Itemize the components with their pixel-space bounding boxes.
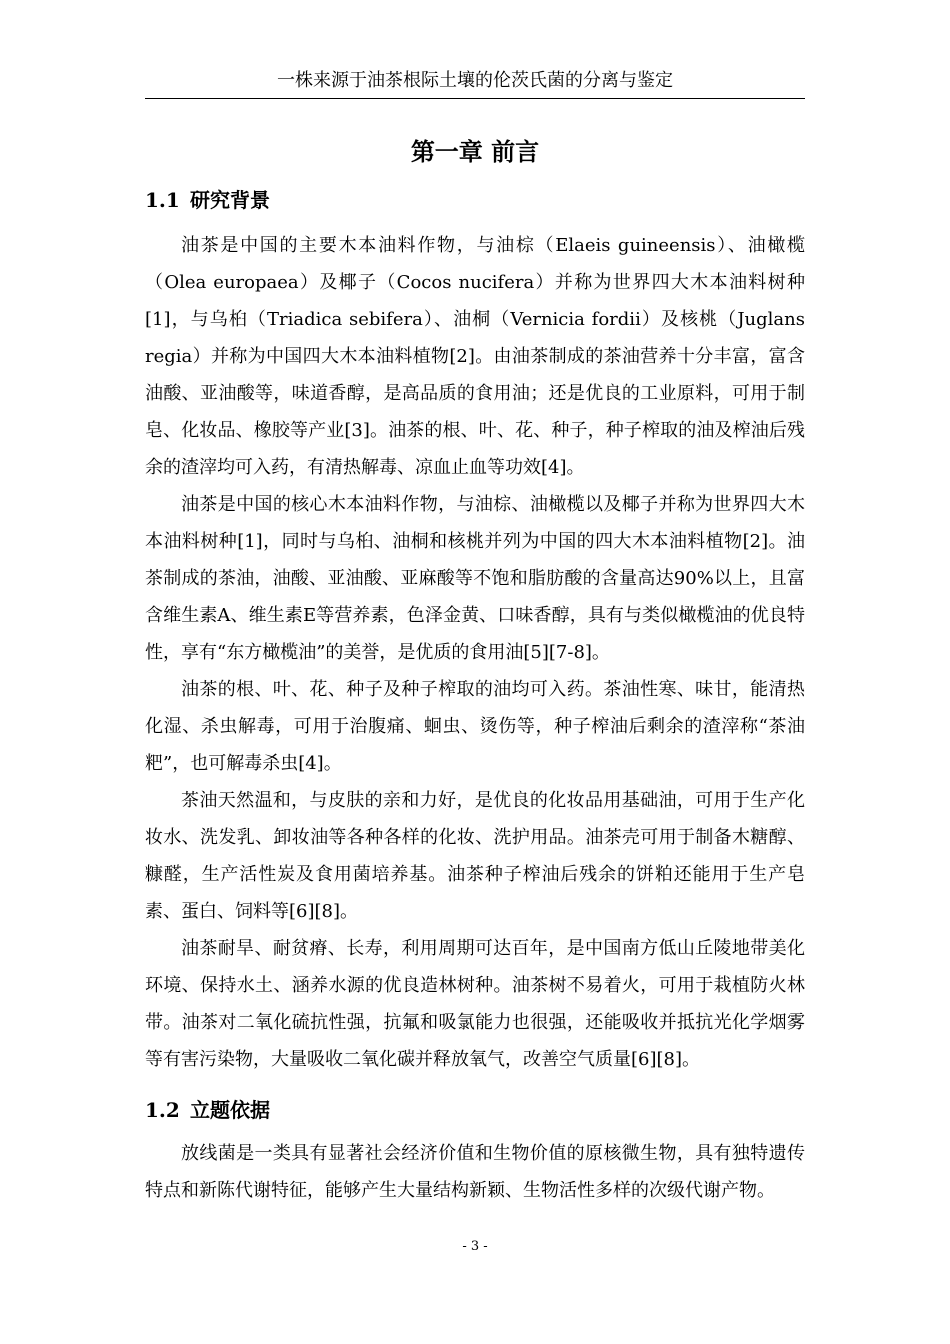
running-header: 一株来源于油茶根际土壤的伦茨氏菌的分离与鉴定 [145,66,805,99]
paragraph: 油茶耐旱、耐贫瘠、长寿，利用周期可达百年，是中国南方低山丘陵地带美化环境、保持水土、涵养水源的优良造林树种。油茶树不易着火，可用于栽植防火林带。油茶对二氧化硫抗性强，抗氟和吸氯能力也很强，还能吸收并抵抗光化学烟雾等有害污染物，大量吸收二氧化碳并释放氧气，改善空气质量[6][8]。 [145,938,805,1070]
paragraph: 油茶是中国的主要木本油料作物，与油棕（Elaeis guineensis）、油橄榄（Olea europaea）及椰子（Cocos nucifera）并称为世界四大木本油料树种[1]，与乌桕（Triadica sebifera）、油桐（Vernicia fordii）及核桃（Juglans regia）并称为中国四大木本油料植物[2]。由油茶制成的茶油营养十分丰富，富含油酸、亚油酸等，味道香醇，是高品质的食用油；还是优良的工业原料，可用于制皂、化妆品、橡胶等产业[3]。油茶的根、叶、花、种子，种子榨取的油及榨油后残余的渣滓均可入药，有清热解毒、凉血止血等功效[4]。 [145,235,805,478]
section-number: 1.2 [145,1098,180,1122]
section-number: 1.1 [145,188,180,212]
section-1-1-body [145,227,805,1078]
section-1-2-body [145,1135,805,1209]
paragraph: 放线菌是一类具有显著社会经济价值和生物价值的原核微生物，具有独特遗传特点和新陈代谢特征，能够产生大量结构新颖、生物活性多样的次级代谢产物。 [145,1143,805,1201]
paragraph: 茶油天然温和，与皮肤的亲和力好，是优良的化妆品用基础油，可用于生产化妆水、洗发乳、卸妆油等各种各样的化妆、洗护用品。油茶壳可用于制备木糖醇、糠醛，生产活性炭及食用菌培养基。油茶种子榨油后残余的饼粕还能用于生产皂素、蛋白、饲料等[6][8]。 [145,790,805,922]
section-title: 立题依据 [189,1098,270,1122]
chapter-title: 第一章 前言 [410,137,540,166]
section-heading-1-1 [145,185,270,215]
page-number: - 3 - [462,1239,488,1254]
paragraph: 油茶的根、叶、花、种子及种子榨取的油均可入药。茶油性寒、味甘，能清热化湿、杀虫解毒，可用于治腹痛、蛔虫、烫伤等，种子榨油后剩余的渣滓称“茶油粑”，也可解毒杀虫[4]。 [145,679,805,774]
section-title: 研究背景 [189,188,270,212]
paragraph: 油茶是中国的核心木本油料作物，与油棕、油橄榄以及椰子并称为世界四大木本油料树种[1]，同时与乌桕、油桐和核桃并列为中国的四大木本油料植物[2]。油茶制成的茶油，油酸、亚油酸、亚麻酸等不饱和脂肪酸的含量高达90%以上，且富含维生素A、维生素E等营养素，色泽金黄、口味香醇，具有与类似橄榄油的优良特性，享有“东方橄榄油”的美誉，是优质的食用油[5][7-8]。 [145,494,805,663]
section-heading-1-2 [145,1095,270,1125]
